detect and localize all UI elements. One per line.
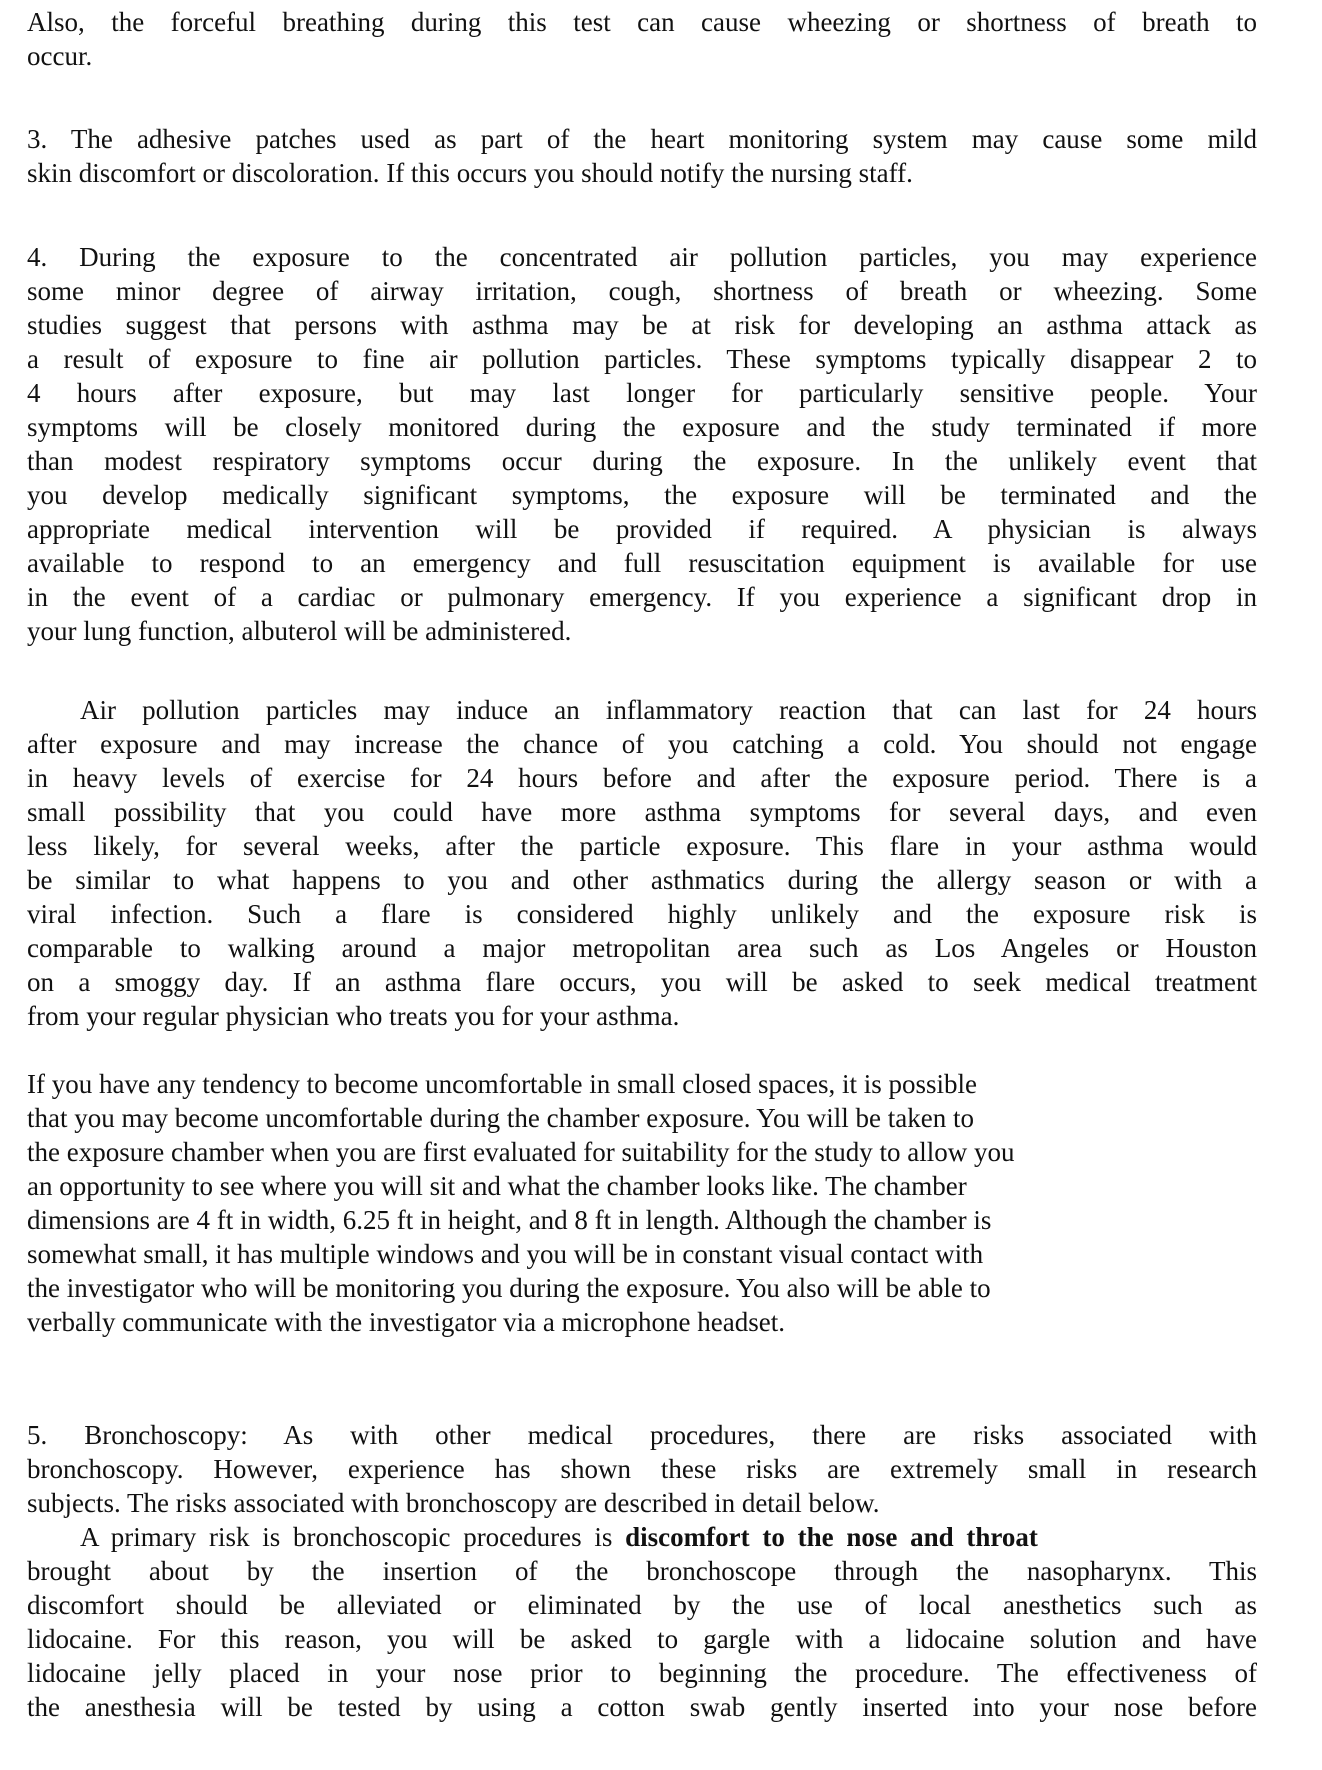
text-line: somewhat small, it has multiple windows and you will be in constant visual contact with <box>27 1239 984 1269</box>
text-line: occur. <box>27 41 93 71</box>
text-line: the investigator who will be monitoring you during the exposure. You also will be able to <box>27 1273 991 1303</box>
text-line: from your regular physician who treats you for your asthma. <box>27 1001 680 1031</box>
text-line: small possibility that you could have more asthma symptoms for several days, and even <box>27 797 1257 827</box>
text-line: bronchoscopy. However, experience has shown these risks are extremely small in research <box>27 1454 1257 1484</box>
text-line: discomfort should be alleviated or eliminated by the use of local anesthetics such as <box>27 1590 1257 1620</box>
text-line: you develop medically significant symptoms, the exposure will be terminated and the <box>27 480 1257 510</box>
text-line: on a smoggy day. If an asthma flare occurs, you will be asked to seek medical treatment <box>27 967 1257 997</box>
text-line: viral infection. Such a flare is considered highly unlikely and the exposure risk is <box>27 899 1257 929</box>
text-line: subjects. The risks associated with bronchoscopy are described in detail below. <box>27 1488 880 1518</box>
text-line: some minor degree of airway irritation, cough, shortness of breath or wheezing. Some <box>27 276 1257 306</box>
text-line: Air pollution particles may induce an inflammatory reaction that can last for 24 hours <box>80 695 1257 725</box>
text-line: 5. Bronchoscopy: As with other medical procedures, there are risks associated with <box>27 1420 1257 1450</box>
text-line: your lung function, albuterol will be administered. <box>27 616 572 646</box>
text-line: the anesthesia will be tested by using a cotton swab gently inserted into your nose before <box>27 1692 1257 1722</box>
text-line: be similar to what happens to you and other asthmatics during the allergy season or with a <box>27 865 1257 895</box>
text-line: verbally communicate with the investigator via a microphone headset. <box>27 1307 786 1337</box>
text-line: 4 hours after exposure, but may last longer for particularly sensitive people. Your <box>27 378 1257 408</box>
text-line: appropriate medical intervention will be provided if required. A physician is always <box>27 514 1257 544</box>
text-line: in the event of a cardiac or pulmonary emergency. If you experience a significant drop in <box>27 582 1257 612</box>
text-line: skin discomfort or discoloration. If this occurs you should notify the nursing staff. <box>27 158 913 188</box>
text-line: comparable to walking around a major metropolitan area such as Los Angeles or Houston <box>27 933 1257 963</box>
text-line: after exposure and may increase the chance of you catching a cold. You should not engage <box>27 729 1257 759</box>
text-line: that you may become uncomfortable during the chamber exposure. You will be taken to <box>27 1103 975 1133</box>
text-line: lidocaine jelly placed in your nose prior to beginning the procedure. The effectiveness of <box>27 1658 1257 1688</box>
text-line: a result of exposure to fine air pollution particles. These symptoms typically disappear 2 to <box>27 344 1257 374</box>
text-line: 4. During the exposure to the concentrated air pollution particles, you may experience <box>27 242 1257 272</box>
bold-emphasis: discomfort to the nose and throat <box>625 1522 1038 1552</box>
text-line: brought about by the insertion of the bronchoscope through the nasopharynx. This <box>27 1556 1257 1586</box>
text-line: an opportunity to see where you will sit and what the chamber looks like. The chamber <box>27 1171 967 1201</box>
text-line: the exposure chamber when you are first evaluated for suitability for the study to allow you <box>27 1137 1015 1167</box>
text-line: If you have any tendency to become uncomfortable in small closed spaces, it is possible <box>27 1069 977 1099</box>
text-line: less likely, for several weeks, after the particle exposure. This flare in your asthma would <box>27 831 1257 861</box>
text-line: in heavy levels of exercise for 24 hours before and after the exposure period. There is a <box>27 763 1257 793</box>
text-line: Also, the forceful breathing during this test can cause wheezing or shortness of breath to <box>27 7 1257 37</box>
text-line: lidocaine. For this reason, you will be asked to gargle with a lidocaine solution and have <box>27 1624 1257 1654</box>
text-line: than modest respiratory symptoms occur during the exposure. In the unlikely event that <box>27 446 1257 476</box>
text-line: studies suggest that persons with asthma may be at risk for developing an asthma attack as <box>27 310 1257 340</box>
text-line: 3. The adhesive patches used as part of the heart monitoring system may cause some mild <box>27 124 1257 154</box>
text-line: dimensions are 4 ft in width, 6.25 ft in height, and 8 ft in length. Although the chamber is <box>27 1205 992 1235</box>
text-line: available to respond to an emergency and full resuscitation equipment is available for use <box>27 548 1257 578</box>
text-line <box>80 1520 1257 1554</box>
text-run: A primary risk is bronchoscopic procedures is <box>80 1522 626 1552</box>
text-line: symptoms will be closely monitored during the exposure and the study terminated if more <box>27 412 1257 442</box>
